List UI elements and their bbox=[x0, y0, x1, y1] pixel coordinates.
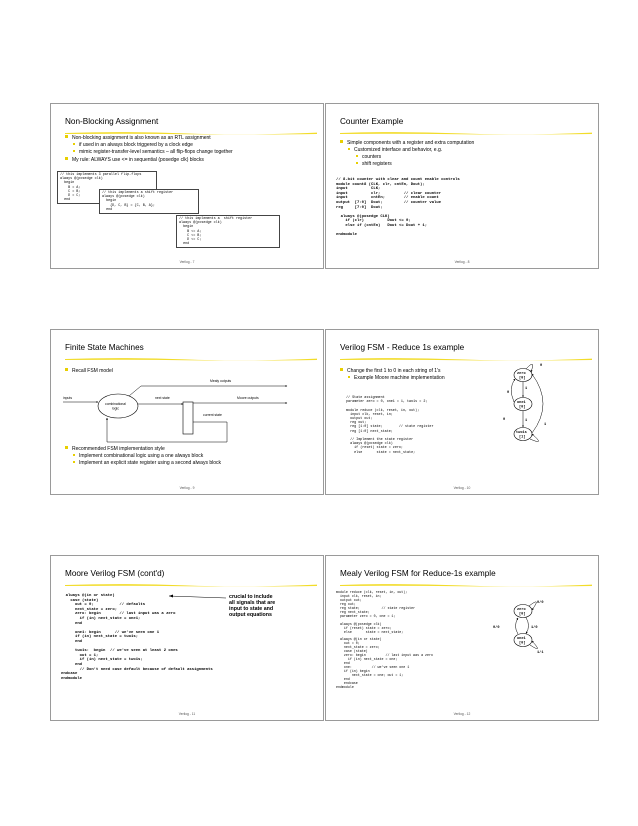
current-state-label: current state bbox=[203, 413, 222, 417]
bullet-item: Recommended FSM implementation style bbox=[65, 446, 165, 452]
code-box-parallel: // this implements 3 parallel flip-flops always @(posedge clk) begin B = A; C = B; D = C; end bbox=[57, 171, 157, 204]
fsm-model-diagram bbox=[51, 330, 324, 495]
mealy-state-diagram bbox=[326, 556, 599, 721]
logic-label-line1: combinational bbox=[105, 402, 126, 406]
slide-finite-state-machines bbox=[50, 329, 324, 495]
edge-label: 1/0 bbox=[531, 626, 538, 630]
slide-verilog-fsm-reduce bbox=[325, 329, 599, 495]
edge-label: 1 bbox=[525, 419, 528, 423]
code-box-shift-concat: // this implements a shift register always @(posedge clk) begin {D, C, B} = {C, B, A}; end bbox=[99, 189, 199, 214]
bullet-item: Recall FSM model bbox=[65, 368, 113, 374]
edge-label: 0/0 bbox=[493, 626, 500, 630]
slide-moore-verilog-fsm bbox=[50, 555, 324, 721]
state-label: one1 bbox=[517, 637, 526, 641]
edge-label: 0 bbox=[540, 364, 543, 368]
bullet-item: counters bbox=[356, 154, 381, 160]
slide-footer: Verilog - 8 bbox=[454, 260, 470, 264]
bullet-item: Non-blocking assignment is also known as an RTL assignment bbox=[65, 135, 211, 141]
code-moore-fsm: always @(in or state) case (state) out = 0; // defaults next_state = zero; zero: begin // last input was a zero if (in) next_state = one1; end one1: begin // we've seen one 1 if (in) next_state = two1s; end two1s: begin // we've seen at least 2 ones out = 1; if (in) next_state = two1s; end // Don't need case default because of default assignments endcase endmodule bbox=[61, 594, 213, 681]
bullet-item: Customized interface and behavior, e.g. bbox=[348, 147, 442, 153]
inputs-label: inputs bbox=[63, 396, 73, 400]
state-output: [0] bbox=[519, 641, 526, 646]
moore-outputs-label: Moore outputs bbox=[237, 396, 259, 400]
slide-footer: Verilog - 10 bbox=[453, 486, 471, 490]
slide-footer: Verilog - 7 bbox=[179, 260, 195, 264]
bullet-item: Implement an explicit state register using a second always block bbox=[73, 460, 221, 466]
title-separator bbox=[340, 130, 590, 136]
moore-state-diagram bbox=[326, 330, 599, 495]
note-crucial-signals: crucial to include all signals that are input to state and output equations bbox=[229, 594, 276, 618]
code-box-shift-nonblocking: // this implements a shift register always @(posedge clk) begin B <= A; C <= B; D <= C; end bbox=[176, 215, 280, 248]
bullet-item: Implement combinational logic using a one always block bbox=[73, 453, 203, 459]
code-mealy-fsm: module reduce (clk, reset, in, out); input clk, reset, in; output out; reg out; reg state; // state register reg next_state; parameter zero = 0, one = 1; always @(posedge clk) if (reset) state = zero; else state = next_state; always @(in or state) out = 0; next_state = zero; case (state) zero: begin // last input was a zero if (in) next_state = one; end one: // we've seen one 1 if (in) begin next_state = one; out = 1; end endcase endmodule bbox=[336, 590, 433, 689]
bullet-item: My rule: ALWAYS use <= in sequential (posedge clk) blocks bbox=[65, 157, 204, 163]
note-arrow bbox=[51, 556, 324, 721]
state-output: [1] bbox=[519, 435, 526, 440]
slide-title: Finite State Machines bbox=[65, 343, 144, 352]
state-label: two1s bbox=[516, 431, 527, 435]
slide-footer: Verilog - 12 bbox=[453, 712, 471, 716]
state-label: zero bbox=[517, 372, 526, 376]
edge-label: 0/0 bbox=[537, 601, 544, 605]
state-output: [0] bbox=[519, 376, 526, 381]
state-label: one1 bbox=[517, 401, 526, 405]
bullet-item: Simple components with a register and extra computation bbox=[340, 140, 474, 146]
bullet-item: if used in an always block triggered by a clock edge bbox=[73, 142, 193, 148]
edge-label: 1 bbox=[525, 387, 528, 391]
slide-title: Non-Blocking Assignment bbox=[65, 117, 159, 126]
slide-footer: Verilog - 11 bbox=[178, 712, 196, 716]
bullet-item: Example Moore machine implementation bbox=[348, 375, 445, 381]
slide-title: Moore Verilog FSM (cont'd) bbox=[65, 569, 165, 578]
slide-title: Counter Example bbox=[340, 117, 404, 126]
slide-footer: Verilog - 9 bbox=[179, 486, 195, 490]
state-output: [0] bbox=[519, 612, 526, 617]
slide-title: Mealy Verilog FSM for Reduce-1s example bbox=[340, 569, 496, 578]
state-register-block bbox=[183, 402, 193, 434]
slide-counter-example bbox=[325, 103, 599, 269]
slide-mealy-verilog-fsm bbox=[325, 555, 599, 721]
edge-label: 1/1 bbox=[537, 651, 544, 655]
slide-non-blocking-assignment bbox=[50, 103, 324, 269]
code-reduce-state: // State assignment parameter zero = 0, one1 = 1, two1s = 2; module reduce (clk, reset, in, out); input clk, reset, in; output out; reg out; reg [1:0] state; // state register reg [1:0] next_state; // Implement the state register always @(posedge clk) if (reset) state = zero; else state = next_state; bbox=[346, 396, 434, 455]
edge-label: 1 bbox=[544, 423, 547, 427]
edge-label: 0 bbox=[503, 418, 506, 422]
state-output: [0] bbox=[519, 405, 526, 410]
state-label: zero bbox=[517, 608, 526, 612]
mealy-outputs-label: Mealy outputs bbox=[210, 379, 232, 383]
bullet-item: shift registers bbox=[356, 161, 392, 167]
slide-title: Verilog FSM - Reduce 1s example bbox=[340, 343, 465, 352]
logic-label-line2: logic bbox=[112, 406, 119, 411]
edge-label: 0 bbox=[507, 391, 510, 395]
bullet-item: mimic register-transfer-level semantics – all flip-flops change together bbox=[73, 149, 233, 155]
next-state-label: next state bbox=[155, 396, 170, 400]
code-counter: // 8-bit counter with clear and count enable controls module count8 (CLK, clr, cntEn, Dout); input CLK; input clr; // clear counter input cntEn; // enable count output [7:0] Dout; // counter value reg [7:0] Dout; always @(posedge CLK) if (clr) Dout <= 0; else if (cntEn) Dout <= Dout + 1; endmodule bbox=[336, 178, 460, 238]
bullet-item: Change the first 1 to 0 in each string of 1's bbox=[340, 368, 441, 374]
